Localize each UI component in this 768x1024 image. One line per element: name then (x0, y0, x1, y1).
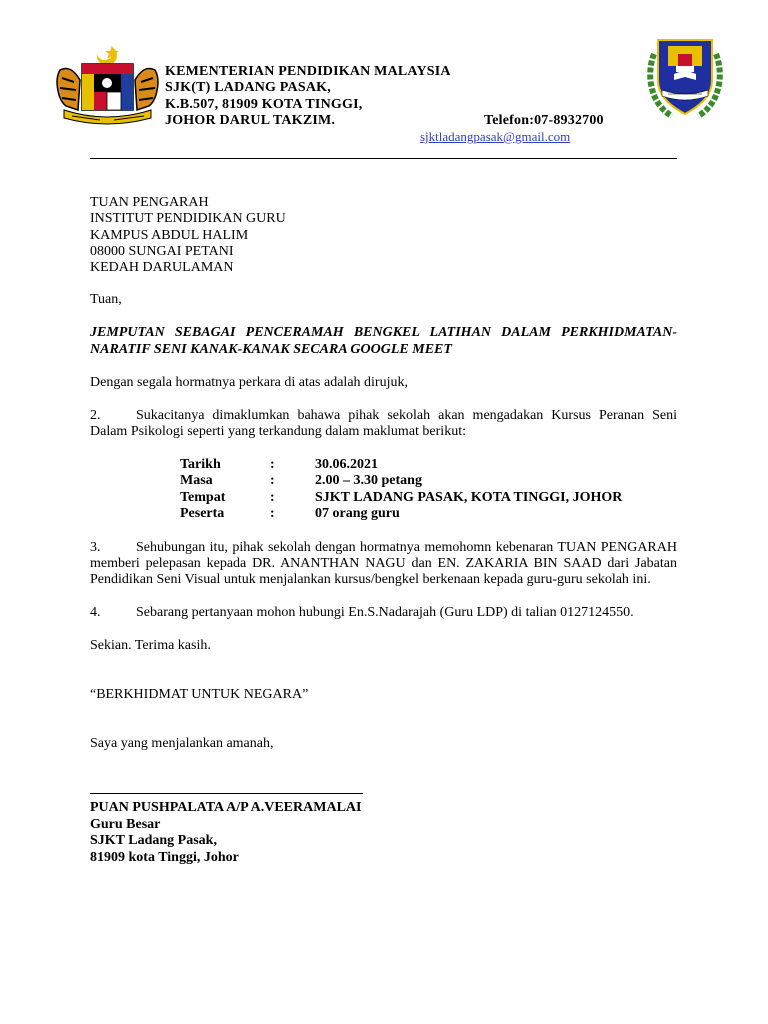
signoff-text: Saya yang menjalankan amanah, (90, 736, 274, 751)
detail-value: 07 orang guru (315, 506, 400, 521)
school-crest-icon (644, 34, 726, 122)
detail-separator: : (270, 490, 275, 505)
salutation: Tuan, (90, 292, 122, 307)
recipient-line: INSTITUT PENDIDIKAN GURU (90, 211, 286, 226)
recipient-line: KAMPUS ABDUL HALIM (90, 228, 249, 243)
signatory-school: SJKT Ladang Pasak, (90, 833, 217, 848)
ministry-name: KEMENTERIAN PENDIDIKAN MALAYSIA (165, 64, 451, 79)
paragraph-4-text: Sebarang pertanyaan mohon hubungi En.S.Nadarajah (Guru LDP) di talian 0127124550. (136, 605, 634, 620)
detail-separator: : (270, 473, 275, 488)
detail-label: Peserta (180, 506, 225, 521)
school-address-line2: JOHOR DARUL TAKZIM. (165, 113, 336, 128)
detail-value: SJKT LADANG PASAK, KOTA TINGGI, JOHOR (315, 490, 623, 505)
school-phone: Telefon:07-8932700 (484, 113, 604, 128)
detail-separator: : (270, 457, 275, 472)
paragraph-number: 3. (90, 540, 101, 555)
signatory-title: Guru Besar (90, 817, 161, 832)
recipient-line: 08000 SUNGAI PETANI (90, 244, 234, 259)
detail-label: Masa (180, 473, 213, 488)
malaysia-coat-of-arms-icon (50, 40, 165, 125)
signatory-address: 81909 kota Tinggi, Johor (90, 850, 239, 865)
intro-text: Dengan segala hormatnya perkara di atas adalah dirujuk, (90, 375, 408, 390)
detail-separator: : (270, 506, 275, 521)
paragraph-3-text: Sehubungan itu, pihak sekolah dengan hormatnya memohomn kebenaran TUAN PENGARAH memberi pelepasan kepada DR. ANANTHAN NAGU dan EN. ZAKARIA BIN SAAD dari Jabatan Pendidikan Seni Visual untuk menjalankan kursus/bengkel berkenaan kepada guru-guru sekolah ini. (90, 540, 677, 587)
letterhead-divider (90, 158, 677, 159)
detail-value: 2.00 – 3.30 petang (315, 473, 422, 488)
subject-line2: NARATIF SENI KANAK-KANAK SECARA GOOGLE MEET (90, 342, 452, 357)
recipient-line: KEDAH DARULAMAN (90, 260, 234, 275)
school-address-line1: K.B.507, 81909 KOTA TINGGI, (165, 97, 363, 112)
detail-label: Tempat (180, 490, 226, 505)
motto-text: “BERKHIDMAT UNTUK NEGARA” (90, 687, 309, 702)
recipient-line: TUAN PENGARAH (90, 195, 209, 210)
signatory-name: PUAN PUSHPALATA A/P A.VEERAMALAI (90, 800, 362, 815)
paragraph-number: 2. (90, 408, 101, 423)
subject-line1: JEMPUTAN SEBAGAI PENCERAMAH BENGKEL LATIHAN DALAM PERKHIDMATAN- (90, 325, 677, 340)
signature-line (90, 793, 363, 794)
school-name: SJK(T) LADANG PASAK, (165, 80, 331, 95)
paragraph-number: 4. (90, 605, 101, 620)
paragraph-2-text: Sukacitanya dimaklumkan bahawa pihak sekolah akan mengadakan Kursus Peranan Seni Dalam Psikologi seperti yang terkandung dalam maklumat berikut: (90, 408, 677, 439)
detail-label: Tarikh (180, 457, 221, 472)
detail-value: 30.06.2021 (315, 457, 378, 472)
closing-text: Sekian. Terima kasih. (90, 638, 211, 653)
school-email-link[interactable]: sjktladangpasak@gmail.com (420, 129, 571, 144)
